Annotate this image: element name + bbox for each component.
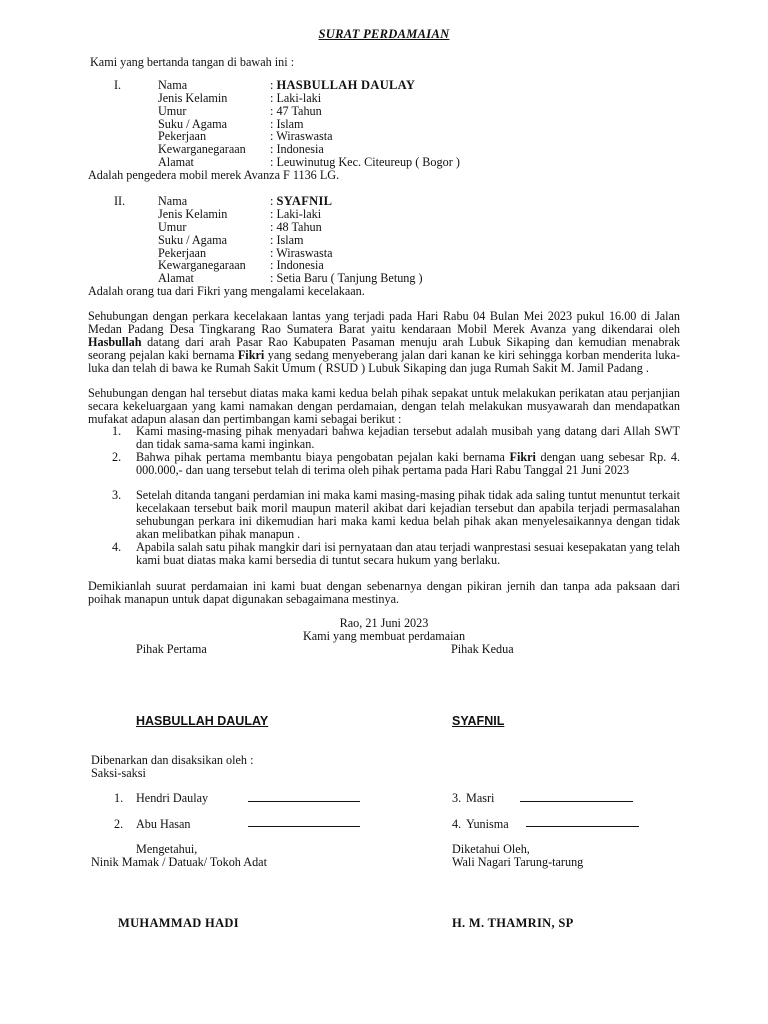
field-value-text: Islam bbox=[276, 233, 304, 247]
field-value-text: Islam bbox=[276, 117, 304, 131]
incident-paragraph bbox=[88, 310, 680, 375]
signature-line bbox=[248, 826, 360, 827]
field-label: Alamat bbox=[158, 155, 194, 169]
list-item-text: Bahwa pihak pertama membantu biaya pengobatan pejalan kaki bernama bbox=[136, 450, 510, 464]
list-number: 4. bbox=[112, 540, 122, 554]
adat-leader-name: MUHAMMAD HADI bbox=[118, 916, 239, 930]
field-value: : HASBULLAH DAULAY bbox=[270, 78, 416, 92]
field-label: Alamat bbox=[158, 271, 194, 285]
field-value: : SYAFNIL bbox=[270, 194, 333, 208]
field-value: : 48 Tahun bbox=[270, 220, 322, 234]
witness-number: 3. bbox=[452, 791, 462, 805]
witness-name: Yunisma bbox=[466, 817, 509, 831]
paragraph-text: yang sedang menyeberang jalan dari kanan ke kiri sehingga korban menderita luka-luka dan telah di bawa ke Rumah Sakit Umum ( RSUD ) Lubuk Sikaping dan juga Rumah Sakit M. Jamil Padang . bbox=[88, 347, 680, 375]
field-value-text: Laki-laki bbox=[276, 91, 322, 105]
bold-name: Fikri bbox=[237, 347, 265, 362]
village-head-title: Wali Nagari Tarung-tarung bbox=[452, 855, 584, 869]
witness-number: 4. bbox=[452, 817, 462, 831]
field-value: : Leuwinutug Kec. Citeureup ( Bogor ) bbox=[270, 155, 460, 169]
document-title: SURAT PERDAMAIAN bbox=[318, 27, 450, 41]
field-value: : Laki-laki bbox=[270, 207, 322, 221]
witness-number: 2. bbox=[114, 817, 124, 831]
field-value: : Wiraswasta bbox=[270, 129, 333, 143]
bold-name: Fikri bbox=[509, 450, 536, 464]
field-value: : Islam bbox=[270, 117, 304, 131]
acknowledged-label: Mengetahui, bbox=[136, 842, 198, 856]
second-party-signature-name: SYAFNIL bbox=[452, 714, 505, 728]
village-head-name: H. M. THAMRIN, SP bbox=[452, 916, 574, 930]
party-one-numeral: I. bbox=[114, 78, 122, 92]
field-value-text: Laki-laki bbox=[276, 207, 322, 221]
list-number: 2. bbox=[112, 450, 122, 464]
witness-intro: Dibenarkan dan disaksikan oleh : bbox=[91, 753, 254, 767]
field-label: Kewarganegaraan bbox=[158, 258, 246, 272]
known-by-label: Diketahui Oleh, bbox=[452, 842, 530, 856]
signature-line bbox=[526, 826, 639, 827]
witness-number: 1. bbox=[114, 791, 124, 805]
list-number: 3. bbox=[112, 488, 122, 502]
first-party-label: Pihak Pertama bbox=[136, 642, 207, 656]
closing-paragraph: Demikianlah suurat perdamaian ini kami buat dengan sebenarnya dengan pikiran jernih dan tanpa ada paksaan dari poihak manapun untuk dapat digunakan sebagaimana mestinya. bbox=[88, 579, 680, 606]
agreement-paragraph: Sehubungan dengan hal tersebut diatas maka kami kedua belah pihak sepakat untuk melakukan perikatan atau perjanjian secara kekeluargaan yang kami namakan dengan perdamaian, dengan telah melakukan musyawarah dan mendapatkan mufakat adapun alasan dan pertimbangan kami sebagai berikut : bbox=[88, 386, 680, 426]
field-value-text: Leuwinutug Kec. Citeureup ( Bogor ) bbox=[276, 155, 460, 169]
field-value-text: Setia Baru ( Tanjung Betung ) bbox=[276, 271, 423, 285]
field-label: Suku / Agama bbox=[158, 233, 228, 247]
field-value-text: 47 Tahun bbox=[276, 104, 322, 118]
paragraph-text: Sehubungan dengan perkara kecelakaan lantas yang terjadi pada Hari Rabu 04 Bulan Mei 2023 pukul 16.00 di Jalan Medan Padang Desa Tingkarang Rao Sumatera Barat yaitu kendaraan Mobil Merek Avanza yang dikendarai oleh bbox=[88, 309, 680, 336]
field-label: Suku / Agama bbox=[158, 117, 228, 131]
list-number: 1. bbox=[112, 424, 122, 438]
field-value-text: Wiraswasta bbox=[276, 129, 333, 143]
witness-name: Masri bbox=[466, 791, 495, 805]
list-item: Kami masing-masing pihak menyadari bahwa kejadian tersebut adalah musibah yang datang dari Allah SWT dan tidak sama-sama kami inginkan. bbox=[136, 424, 680, 451]
first-party-signature-name: HASBULLAH DAULAY bbox=[136, 714, 269, 728]
place-date: Rao, 21 Juni 2023 bbox=[339, 616, 429, 630]
field-label: Pekerjaan bbox=[158, 129, 207, 143]
field-value: : 47 Tahun bbox=[270, 104, 322, 118]
signature-line bbox=[520, 801, 633, 802]
intro-text: Kami yang bertanda tangan di bawah ini : bbox=[90, 55, 295, 69]
field-value: : Wiraswasta bbox=[270, 246, 333, 260]
field-value: : Setia Baru ( Tanjung Betung ) bbox=[270, 271, 423, 285]
party-two-role: Adalah orang tua dari Fikri yang mengalami kecelakaan. bbox=[88, 284, 365, 298]
field-label: Nama bbox=[158, 78, 188, 92]
field-label: Jenis Kelamin bbox=[158, 91, 228, 105]
party-one-role: Adalah pengedera mobil merek Avanza F 1136 LG. bbox=[88, 168, 340, 182]
field-value-text: Indonesia bbox=[276, 258, 324, 272]
field-label: Kewarganegaraan bbox=[158, 142, 246, 156]
list-item: Setelah ditanda tangani perdamian ini maka kami masing-masing pihak tidak ada saling tuntut menuntut terkait kecelakaan tersebut baik moril maupun materil akibat dari kejadian tersebut dan apabila terjadi permasalahan sehubungan perkara ini dikemudian hari maka kami kedua belah pihak akan menyelesaikannya dengan tidak akan melibatkan pihak manapun . bbox=[136, 488, 680, 541]
list-item: Apabila salah satu pihak mangkir dari isi pernyataan dan atau terjadi wanprestasi sesuai kesepakatan yang telah kami buat diatas maka kami bersedia di tuntut secara hukum yang berlaku. bbox=[136, 540, 680, 567]
field-value: : Indonesia bbox=[270, 142, 324, 156]
witness-name: Hendri Daulay bbox=[136, 791, 209, 805]
field-label: Umur bbox=[158, 104, 187, 118]
party-one-name: HASBULLAH DAULAY bbox=[276, 78, 416, 92]
field-value-text: Wiraswasta bbox=[276, 246, 333, 260]
bold-name: Hasbullah bbox=[88, 334, 142, 349]
field-value: : Islam bbox=[270, 233, 304, 247]
list-item bbox=[136, 451, 680, 477]
party-two-name: SYAFNIL bbox=[276, 194, 333, 208]
paragraph-text: datang dari arah Pasar Rao Kabupaten Pasaman menuju arah Lubuk Sikaping dan kemudian menabrak seorang pejalan kaki bernama bbox=[88, 334, 680, 362]
list-item-text: dengan uang sebesar Rp. 4. 000.000,- dan uang tersebut telah di terima oleh pihak pertama pada Hari Rabu Tanggal 21 Juni 2023 bbox=[136, 450, 680, 477]
field-value: : Indonesia bbox=[270, 258, 324, 272]
field-value: : Laki-laki bbox=[270, 91, 322, 105]
witness-heading: Saksi-saksi bbox=[91, 766, 146, 780]
field-value-text: Indonesia bbox=[276, 142, 324, 156]
field-value-text: 48 Tahun bbox=[276, 220, 322, 234]
signature-line bbox=[248, 801, 360, 802]
maker-line: Kami yang membuat perdamaian bbox=[302, 629, 466, 643]
field-label: Jenis Kelamin bbox=[158, 207, 228, 221]
field-label: Umur bbox=[158, 220, 187, 234]
witness-name: Abu Hasan bbox=[136, 817, 191, 831]
adat-leader-title: Ninik Mamak / Datuak/ Tokoh Adat bbox=[91, 855, 267, 869]
field-label: Pekerjaan bbox=[158, 246, 207, 260]
party-two-numeral: II. bbox=[114, 194, 126, 208]
field-label: Nama bbox=[158, 194, 188, 208]
second-party-label: Pihak Kedua bbox=[451, 642, 514, 656]
